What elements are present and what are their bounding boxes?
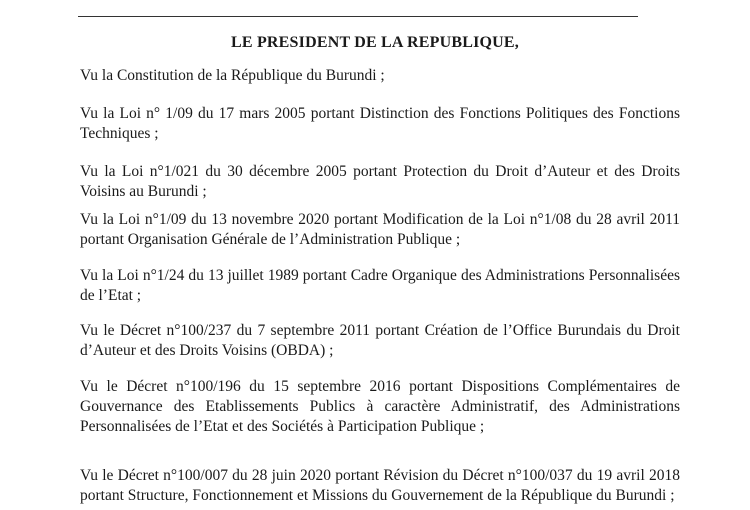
- document-heading: LE PRESIDENT DE LA REPUBLIQUE,: [231, 34, 519, 51]
- paragraph-decret-100-237: Vu le Décret n°100/237 du 7 septembre 2011 portant Création de l’Office Burundais du Droit d’Auteur et des Droits Voisins (OBDA) ;: [80, 322, 680, 359]
- paragraph-loi-1-09-2020: Vu la Loi n°1/09 du 13 novembre 2020 portant Modification de la Loi n°1/08 du 28 avril 2011 portant Organisation Générale de l’Administration Publique ;: [80, 211, 680, 248]
- paragraph-loi-1-021-2005: Vu la Loi n°1/021 du 30 décembre 2005 portant Protection du Droit d’Auteur et des Droits Voisins au Burundi ;: [80, 163, 680, 200]
- paragraph-loi-1-09-2005: Vu la Loi n° 1/09 du 17 mars 2005 portant Distinction des Fonctions Politiques des Fonctions Techniques ;: [80, 105, 680, 142]
- paragraph-constitution: Vu la Constitution de la République du Burundi ;: [80, 67, 385, 84]
- paragraph-loi-1-24-1989: Vu la Loi n°1/24 du 13 juillet 1989 portant Cadre Organique des Administrations Personnalisées de l’Etat ;: [80, 267, 680, 304]
- paragraph-decret-100-196: Vu le Décret n°100/196 du 15 septembre 2016 portant Dispositions Complémentaires de Gouvernance des Etablissements Publics à caractère Administratif, des Administrations Personnalisées de l’Etat et des Sociétés à Participation Publique ;: [80, 378, 680, 435]
- paragraph-decret-100-007: Vu le Décret n°100/007 du 28 juin 2020 portant Révision du Décret n°100/037 du 19 avril 2018 portant Structure, Fonctionnement et Missions du Gouvernement de la République du Burundi ;: [80, 467, 680, 504]
- top-rule: [78, 16, 638, 17]
